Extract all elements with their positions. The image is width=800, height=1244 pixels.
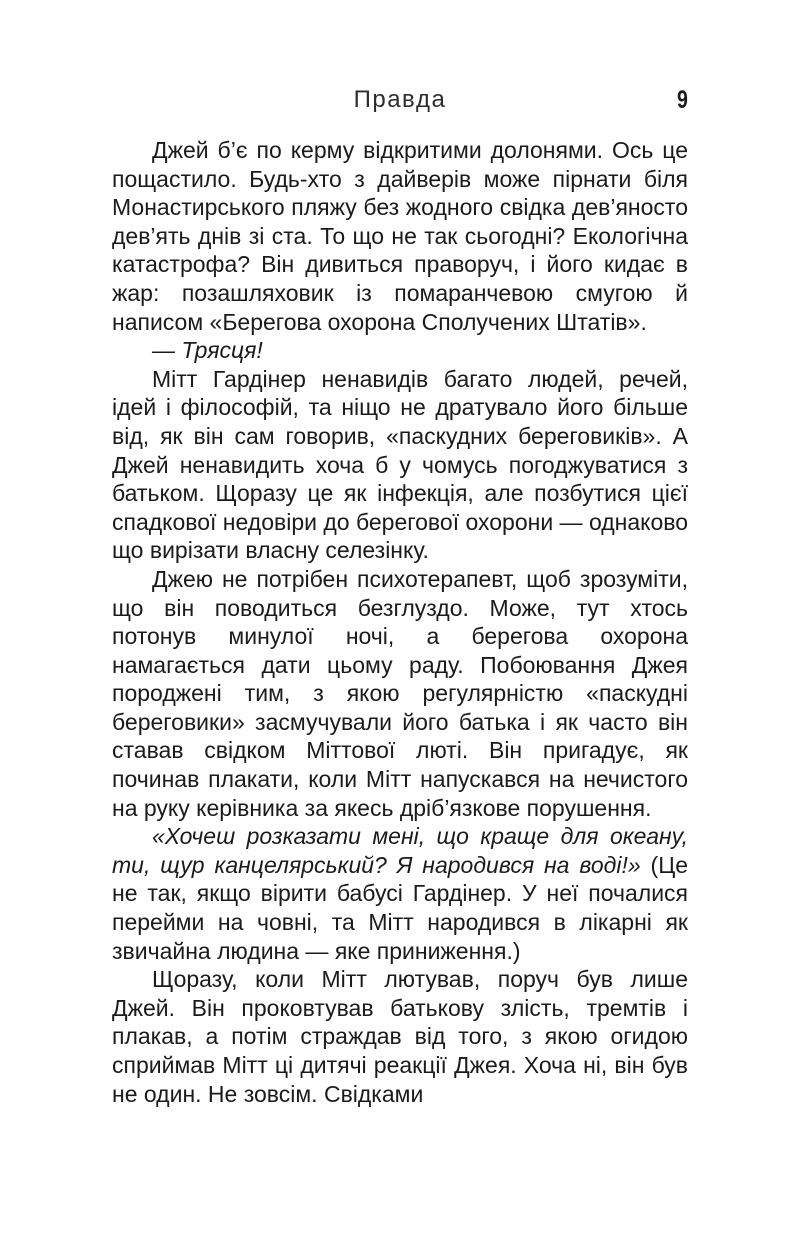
paragraph: Джей б’є по керму відкритими долонями. Ось це пощастило. Будь-хто з дайверів може пірнати біля Монастирського пляжу без жодного свідка дев’яносто дев’ять днів зі ста. То що не так сьогодні? Екологічна катастрофа? Він дивиться праворуч, і його кидає в жар: позашляховик із помаранчевою смугою й написом «Берегова охорона Сполучених Штатів». xyxy=(112,137,688,335)
chapter-title: Правда xyxy=(353,86,447,113)
paragraph-quote-italic: «Хочеш розказати мені, що краще для океану, ти, щур канцелярський? Я народився на воді!» xyxy=(112,823,688,878)
paragraph: Щоразу, коли Мітт лютував, поруч був лише Джей. Він проковтував батькову злість, тремтів і плакав, а потім страждав від того, з якою огидою сприймав Мітт ці дитячі реакції Джея. Хоча ні, він був не один. Не зовсім. Свідками xyxy=(112,966,688,1107)
paragraph: Мітт Гардінер ненавидів багато людей, речей, ідей і філософій, та ніщо не дратувало його більше від, як він сам говорив, «паскудних береговиків». А Джей ненавидить хоча б у чомусь погоджуватися з батьком. Щоразу це як інфекція, але позбутися цієї спадкової недовіри до берегової охорони — однаково що вирізати власну селезінку. xyxy=(112,365,689,564)
page-number: 9 xyxy=(677,86,688,114)
paragraph-mixed xyxy=(112,822,688,965)
running-header xyxy=(112,86,688,116)
paragraph-dialogue: — Трясця! xyxy=(152,337,263,364)
page-body xyxy=(112,136,688,1108)
paragraph-quote-normal: (Це не так, якщо вірити бабусі Гардінер. У неї почалися перейми на човні, та Мітт народився в лікарні як звичайна людина — яке приниження.) xyxy=(112,851,688,964)
paragraph: Джею не потрібен психотерапевт, щоб зрозуміти, що він поводиться безглуздо. Може, тут хтось потонув минулої ночі, а берегова охорона намагається дати цьому раду. Побоювання Джея породжені тим, з якою регулярністю «паскудні береговики» засмучували його батька і як часто він ставав свідком Міттової люті. Він пригадує, як починав плакати, коли Мітт напускався на нечистого на руку керівника за якесь дріб’язкове порушення. xyxy=(112,565,688,821)
